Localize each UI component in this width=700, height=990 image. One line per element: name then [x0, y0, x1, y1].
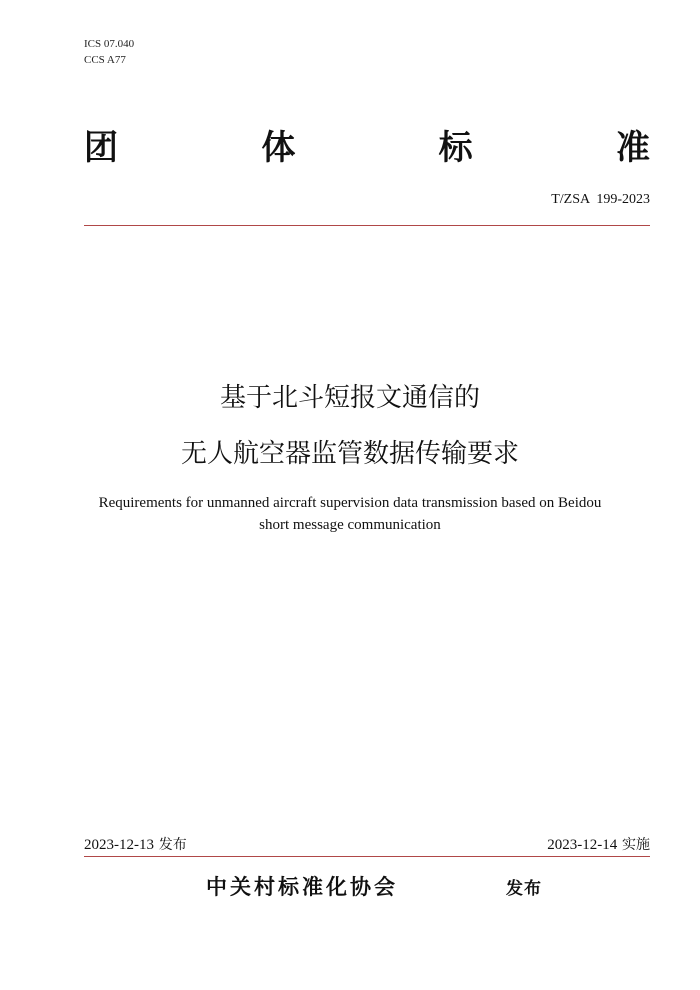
classification-codes: [84, 36, 134, 68]
publish-date-label: 发布: [158, 837, 187, 853]
implementation-date-value: 2023-12-14: [547, 837, 618, 853]
issue-label: 发布: [506, 879, 542, 899]
standard-number: T/ZSA 199-2023: [551, 192, 650, 207]
publish-date: [84, 834, 187, 855]
standard-type-char: 体: [261, 128, 296, 168]
issuing-organization: 中关村标准化协会: [206, 875, 398, 899]
standard-type-char: 团: [84, 128, 118, 168]
standard-type-char: 准: [615, 128, 650, 168]
standard-type-heading: [84, 124, 650, 172]
implementation-date: [547, 834, 650, 855]
bottom-divider: [84, 856, 650, 857]
standard-type-char: 标: [438, 128, 473, 168]
english-title-line-1: Requirements for unmanned aircraft supervision data transmission based on Beidou: [98, 495, 602, 511]
ccs-code: CCS A77: [84, 54, 126, 66]
implementation-date-label: 实施: [622, 837, 650, 853]
chinese-title-line-1: 基于北斗短报文通信的: [219, 383, 480, 413]
top-divider: [84, 225, 650, 226]
english-title-line-2: short message communication: [259, 517, 441, 533]
chinese-title-line-2: 无人航空器监管数据传输要求: [180, 439, 519, 469]
ics-code: ICS 07.040: [84, 38, 135, 50]
publish-date-value: 2023-12-13: [84, 837, 154, 853]
